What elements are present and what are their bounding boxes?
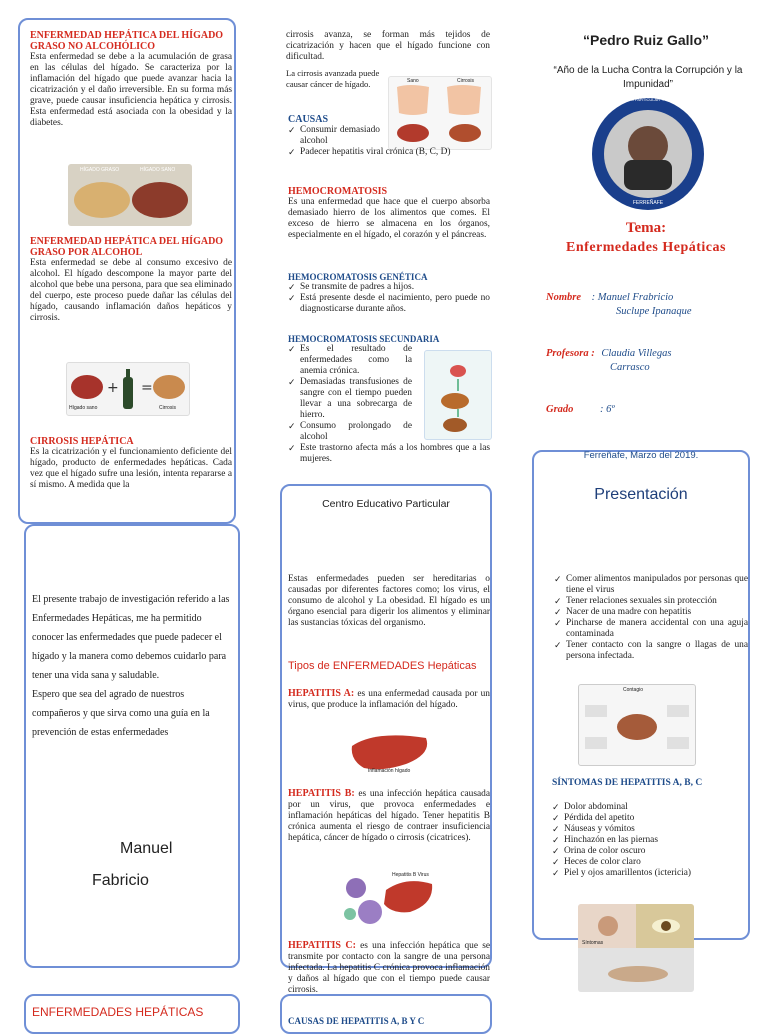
school-seal (590, 96, 706, 212)
liver-comparison-svg (68, 164, 192, 226)
col2-center-title: Centro Educativo Particular (322, 498, 450, 510)
hepB-block (288, 788, 490, 844)
signature-first: Manuel (120, 840, 173, 857)
school-name: “Pedro Ruiz Gallo” (582, 32, 709, 48)
cirrosis-img-label: Cirrosis (457, 78, 474, 84)
symptoms-image (578, 904, 694, 992)
hemo-gen-item: ✓ Se transmite de padres a hijos. (288, 282, 490, 293)
sintomas-list (552, 802, 748, 879)
col1-section-1 (30, 30, 232, 129)
s3-text: Es la cicatrización y el funcionamiento deficiente del hígado, producto de enfermedades hepáticas. Cada vez que el hígado sufre una lesión, intenta repararse a sí mismo. A medida que la (30, 447, 232, 490)
col1-intro (32, 590, 232, 742)
svg-text:=: = (141, 380, 153, 396)
signature-second: Fabricio (92, 872, 149, 889)
causa-item: ✓ Padecer hepatitis viral crónica (B, C, D) (288, 147, 490, 158)
sintoma-item: ✓ Pérdida del apetito (552, 813, 748, 824)
profesora-row (546, 348, 756, 359)
hepC-title: HEPATITIS C: (288, 940, 356, 951)
sintoma-item: ✓ Náuseas y vómitos (552, 824, 748, 835)
hepA-block (288, 688, 490, 711)
seal-text: CENTRO EDUCATIVO PARTICULAR "PEDRO RUIZ GALLO" (592, 97, 704, 102)
cirrosis-label: Cirrosis (159, 405, 176, 411)
svg-text:+: + (107, 380, 119, 396)
s2-title: ENFERMEDAD HEPÁTICA DEL HÍGADO GRASO POR ALCOHOL (30, 236, 224, 258)
hepA-title: HEPATITIS A: (288, 688, 355, 699)
causa-item: ✓ Consumir demasiado alcohol (288, 125, 380, 147)
nombre-row (546, 292, 756, 303)
seal-svg (590, 96, 706, 212)
hepA-image (346, 728, 436, 778)
cirrosis-note (286, 68, 382, 89)
hemo-sec-item: ✓ Es el resultado de enfermedades como la anemia crónica. (288, 344, 412, 377)
hemo-diagram-image (424, 350, 492, 440)
s1-title: ENFERMEDAD HEPÁTICA DEL HÍGADO GRASO NO ALCOHÓLICO (30, 30, 224, 52)
cirrosis-note-text: La cirrosis avanzada puede causar cáncer de hígado. (286, 68, 380, 89)
col1-section-2 (30, 236, 232, 324)
tipos-title: Tipos de ENFERMEDADES Hepáticas (288, 660, 477, 672)
hemo-title: HEMOCROMATOSIS (288, 186, 388, 197)
fatty-liver-label: HÍGADO GRASO (80, 167, 120, 173)
healthy-liver-label: HÍGADO SANO (140, 167, 176, 173)
sintomas-block (552, 802, 748, 879)
hepB-img-label: Hepatitis B Virus (392, 872, 429, 878)
hepA-img-label: Inflamación hígado (368, 768, 411, 774)
s3-title: CIRROSIS HEPÁTICA (30, 436, 134, 447)
nombre-value: : Manuel Frabricio (591, 292, 674, 303)
contagion-label: Contagio (623, 687, 644, 693)
sintomas-title: SÍNTOMAS DE HEPATITIS A, B, C (552, 778, 703, 788)
fatty-liver-image (68, 164, 192, 226)
profesora-label: Profesora : (546, 348, 595, 359)
frame-col2-foot (280, 994, 492, 1034)
tema-label: Tema: (625, 220, 667, 236)
hep-cause-item: ✓ Tener relaciones sexuales sin protección (554, 596, 748, 607)
causas-block (288, 114, 490, 158)
hemo-sec-item: ✓ Este trastorno afecta más a los hombres que a las mujeres. (288, 443, 490, 465)
hepB-text: es una infección hepática causada por un virus, que provoca enfermedades e inflamación hepáticas del hígado. Tener hepatitis B crónica aumenta el riesgo de contraer insuficiencia hepática, cáncer de hígado o cirrosis (cicatrices). (288, 789, 490, 843)
hepB-title: HEPATITIS B: (288, 788, 355, 799)
hep-cause-item: ✓ Nacer de una madre con hepatitis (554, 607, 748, 618)
col2-intro (288, 574, 490, 629)
nombre-label: Nombre (546, 292, 581, 303)
contagion-svg (579, 685, 695, 765)
hemo-sec-title: HEMOCROMATOSIS SECUNDARIA (288, 334, 440, 344)
hemo-block (288, 186, 490, 241)
contagion-diagram (578, 684, 696, 766)
date-text: Ferreñafe, Marzo del 2019. (583, 450, 699, 461)
sintoma-item: ✓ Dolor abdominal (552, 802, 748, 813)
s2-text: Esta enfermedad se debe al consumo excesivo de alcohol. El hígado descompone la mayor parte del alcohol que bebe una persona, para que sea eliminado del cuerpo, este proceso puede dañar las células del hígado, causando inflamación daños hepáticos y cirrosis. (30, 258, 232, 323)
hep-cause-item: ✓ Tener contacto con la sangre o llagas de una persona infectada. (554, 640, 748, 662)
symptoms-svg (578, 904, 694, 992)
s1-text: Esta enfermedad se debe a la acumulación de grasa en las células del hígado. Se caracteriza por la inflamación del hígado que puede avanzar hacia la cicatrización y el daño irreversible. En su forma más grave, puede causar insuficiencia hepática y cirrosis. Esta enfermedad está asociada con la obesidad y la diabetes. (30, 52, 232, 128)
hep-cause-item: ✓ Comer alimentos manipulados por personas que tiene el virus (554, 574, 748, 596)
intro-text: Estas enfermedades pueden ser hereditarias o causadas por diferentes factores como; los virus, el consumo de alcohol y La obesidad. El hígado es un órgano esencial para digerir los alimentos y eliminar las sustancias tóxicas del organismo. (288, 574, 490, 628)
intro-paragraph-2: Espero que sea del agrado de nuestros compañeros y que sirva como una guía en la prevención de estas enfermedades (32, 689, 210, 738)
profesora-value-2: Carrasco (610, 362, 650, 373)
hemo-gen-block (288, 272, 490, 315)
col2-top (286, 30, 490, 63)
hemo-gen-list (288, 282, 490, 315)
symptoms-label: Síntomas (582, 940, 604, 946)
hep-causes-block (554, 574, 748, 662)
grado-value: : 6º (600, 404, 615, 415)
iron-diagram-svg (425, 351, 491, 439)
col1-bottom-title: ENFERMEDADES HEPÁTICAS (32, 1005, 204, 1019)
cirrosis-cont-text: cirrosis avanza, se forman más tejidos de cicatrización y hacen que el hígado funcione con dificultad. (286, 30, 490, 62)
sintoma-item: ✓ Orina de color oscuro (552, 846, 748, 857)
profesora-value: Claudia Villegas (601, 348, 672, 359)
grado-row (546, 404, 756, 415)
sintoma-item: ✓ Piel y ojos amarillentos (ictericia) (552, 868, 748, 879)
hep-causes-list (554, 574, 748, 662)
grado-label: Grado (546, 404, 574, 415)
col2-bottom-title: CAUSAS DE HEPATITIS A, B Y C (288, 1016, 425, 1026)
hemo-sec-item: ✓ Consumo prolongado de alcohol (288, 421, 412, 443)
hep-cause-item: ✓ Pincharse de manera accidental con una aguja contaminada (554, 618, 748, 640)
nombre-value-2: Suclupe Ipanaque (616, 306, 692, 317)
sano-label: Sano (407, 78, 419, 84)
hemo-gen-item: ✓ Está presente desde el nacimiento, pero puede no diagnosticarse durante años. (288, 293, 490, 315)
year-motto: “Año de la Lucha Contra la Corrupción y la Impunidad” (553, 65, 743, 90)
sintoma-item: ✓ Hinchazón en las piernas (552, 835, 748, 846)
hepA-text: es una enfermedad causada por un virus, que produce la inflamación del hígado. (288, 689, 490, 710)
tema-title: Enfermedades Hepáticas (566, 240, 726, 255)
hemo-gen-title: HEMOCROMATOSIS GENÉTICA (288, 272, 428, 282)
col1-section-3 (30, 436, 232, 491)
hepC-text: es una infección hepática que se transmite por contacto con la sangre de una persona infectada. La hepatitis C crónica provoca inflamación y daños al hígado que con el tiempo puede causar cirrosis. (288, 941, 491, 995)
hemo-text: Es una enfermedad que hace que el cuerpo absorba demasiado hierro de los alimentos que comes. El exceso de hierro se almacena en los órganos, especialmente en el hígado, el corazón y el páncreas. (288, 197, 490, 240)
sintoma-item: ✓ Heces de color claro (552, 857, 748, 868)
hepB-image (336, 864, 436, 930)
presentacion-title: Presentación (594, 486, 688, 503)
healthy-label: Hígado sano (69, 405, 98, 411)
hepC-block (288, 940, 490, 996)
causas-title: CAUSAS (288, 114, 329, 125)
intro-paragraph-1: El presente trabajo de investigación referido a las Enfermedades Hepáticas, me ha permitido conocer las enfermedades que puede padecer el hígado y la manera como debemos cuidarlo para tener una vida sana y saludable. (32, 594, 230, 681)
hemo-sec-item: ✓ Demasiadas transfusiones de sangre con el tiempo pueden llevar a una sobrecarga de hierro. (288, 377, 412, 421)
seal-bottom-text: FERREÑAFE (632, 200, 664, 206)
causas-list (288, 125, 490, 158)
alcohol-liver-image (66, 362, 190, 416)
